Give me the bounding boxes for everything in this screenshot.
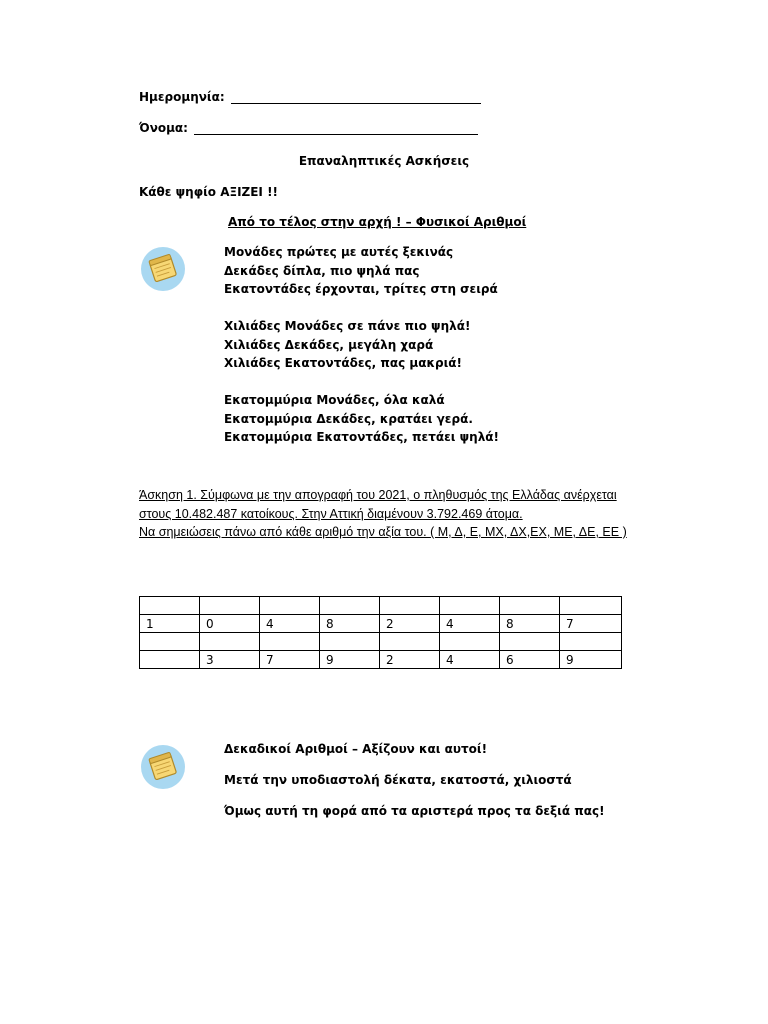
exercise-line: στους 10.482.487 κατοίκους. Στην Αττική διαμένουν 3.792.469 άτομα. [139,506,523,521]
digit-cell: 4 [260,615,320,633]
answer-cell[interactable] [500,597,560,615]
section2-line-1: Μετά την υποδιαστολή δέκατα, εκατοστά, χιλιοστά [224,773,572,787]
answer-row-2 [140,633,622,651]
exercise-1-text [139,486,634,542]
poem-line: Χιλιάδες Μονάδες σε πάνε πιο ψηλά! [224,319,471,333]
answer-cell[interactable] [320,633,380,651]
digit-cell [140,651,200,669]
date-label: Ημερομηνία: [139,90,225,104]
poem-line: Χιλιάδες Δεκάδες, μεγάλη χαρά [224,337,434,352]
digit-cell: 4 [440,651,500,669]
name-field [139,121,478,135]
digit-cell: 4 [440,615,500,633]
section1-icon-circle [141,247,185,291]
poem-line: Εκατομμύρια Δεκάδες, κρατάει γερά. [224,411,473,426]
answer-cell[interactable] [200,597,260,615]
digits-table [139,596,622,669]
digit-cell: 9 [560,651,622,669]
answer-cell[interactable] [440,633,500,651]
digit-cell: 9 [320,651,380,669]
answer-cell[interactable] [260,597,320,615]
digit-cell: 2 [380,651,440,669]
section1-subtitle: Από το τέλος στην αρχή ! – Φυσικοί Αριθμοί [228,215,527,229]
digit-cell: 2 [380,615,440,633]
name-label: Όνομα: [139,121,188,135]
slogan: Κάθε ψηφίο ΑΞΙΖΕΙ !! [139,185,279,199]
section2-line-2: Όμως αυτή τη φορά από τα αριστερά προς τα δεξιά πας! [224,804,605,818]
notepad-icon [141,247,185,291]
answer-cell[interactable] [500,633,560,651]
notepad-icon [141,745,185,789]
digit-cell: 8 [500,615,560,633]
section2-icon-circle [141,745,185,789]
digits-row-2 [140,651,622,669]
date-field [139,90,481,104]
poem-line: Μονάδες πρώτες με αυτές ξεκινάς [224,245,454,259]
answer-cell[interactable] [380,597,440,615]
exercise-line: Να σημειώσεις πάνω από κάθε αριθμό την αξία του. ( Μ, Δ, Ε, ΜΧ, ΔΧ,ΕΧ, ΜΕ, ΔΕ, ΕΕ ) [139,525,627,539]
name-blank-line[interactable] [194,122,478,135]
exercise-line: Άσκηση 1. Σύμφωνα με την απογραφή του 2021, ο πληθυσμός της Ελλάδας ανέρχεται [139,488,617,502]
page-title: Επαναληπτικές Ασκήσεις [298,154,470,168]
poem-line: Χιλιάδες Εκατοντάδες, πας μακριά! [224,356,462,370]
answer-cell[interactable] [140,597,200,615]
answer-cell[interactable] [260,633,320,651]
answer-cell[interactable] [560,597,622,615]
section2-title: Δεκαδικοί Αριθμοί – Αξίζουν και αυτοί! [224,742,488,756]
poem-stanza-1 [224,243,498,299]
poem-line: Εκατομμύρια Εκατοντάδες, πετάει ψηλά! [224,430,500,444]
poem-line: Εκατομμύρια Μονάδες, όλα καλά [224,393,445,407]
answer-row-1 [140,597,622,615]
digit-cell: 6 [500,651,560,669]
answer-cell[interactable] [140,633,200,651]
answer-cell[interactable] [440,597,500,615]
digits-row-1 [140,615,622,633]
answer-cell[interactable] [560,633,622,651]
answer-cell[interactable] [200,633,260,651]
digit-cell: 7 [260,651,320,669]
digit-cell: 7 [560,615,622,633]
digit-cell: 1 [140,615,200,633]
date-blank-line[interactable] [231,91,481,104]
poem-stanza-3 [224,391,499,447]
answer-cell[interactable] [380,633,440,651]
poem-line: Δεκάδες δίπλα, πιο ψηλά πας [224,263,420,278]
poem-line: Εκατοντάδες έρχονται, τρίτες στη σειρά [224,282,498,296]
digit-cell: 3 [200,651,260,669]
answer-cell[interactable] [320,597,380,615]
digit-cell: 0 [200,615,260,633]
digit-cell: 8 [320,615,380,633]
poem-stanza-2 [224,317,470,373]
